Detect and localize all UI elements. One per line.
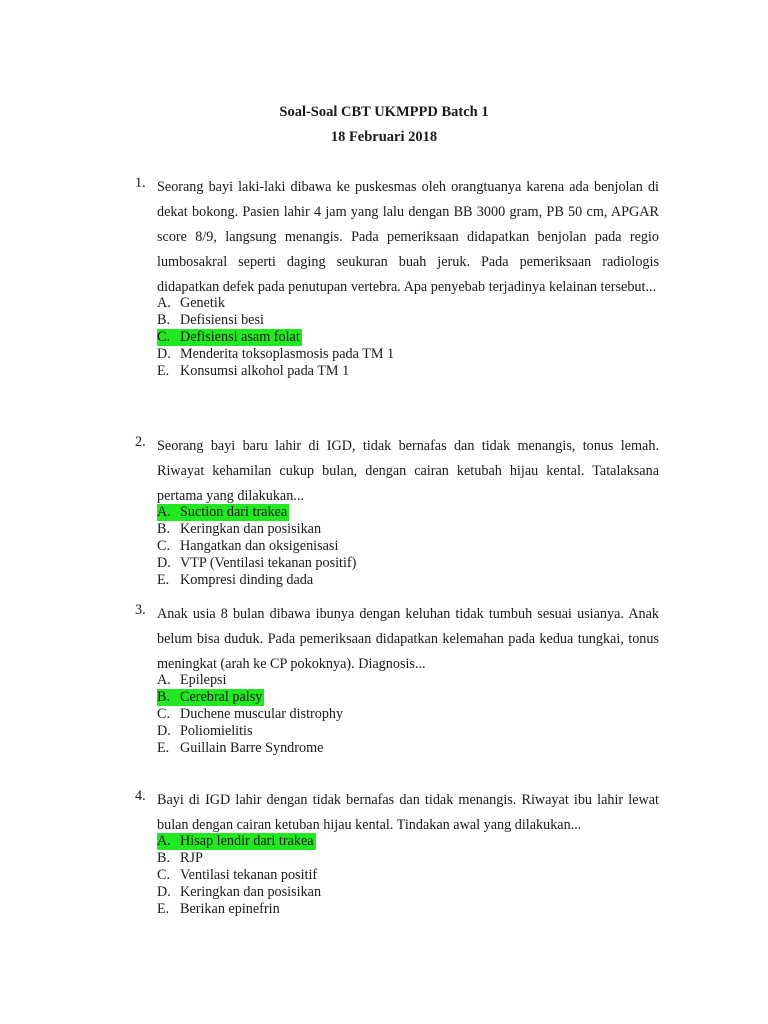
question-stem: Bayi di IGD lahir dengan tidak bernafas dan tidak menangis. Riwayat ibu lahir lewat bulan dengan cairan ketuban hijau kental. Tindakan awal yang dilakukan... <box>157 792 659 833</box>
option-letter: B. <box>157 312 171 328</box>
question-stem: Seorang bayi baru lahir di IGD, tidak bernafas dan tidak menangis, tonus lemah. Riwayat kehamilan cukup bulan, dengan cairan ketubah hijau kental. Tatalaksana pertama yang dilakukan... <box>157 438 659 504</box>
option-letter: C. <box>157 538 171 554</box>
option-text: Cerebral palsy <box>180 689 263 705</box>
answer-option[interactable] <box>157 521 659 538</box>
option-text: Suction dari trakea <box>180 504 288 520</box>
option-text: Menderita toksoplasmosis pada TM 1 <box>180 346 395 362</box>
option-text: Poliomielitis <box>180 723 253 739</box>
option-letter: D. <box>157 346 171 362</box>
option-text: Epilepsi <box>180 672 227 688</box>
option-list <box>157 833 659 918</box>
answer-option[interactable] <box>157 867 659 884</box>
option-letter: E. <box>157 363 170 379</box>
question-number: 3. <box>135 602 146 618</box>
option-letter: A. <box>157 672 171 688</box>
option-content <box>157 884 321 901</box>
document-title: Soal-Soal CBT UKMPPD Batch 1 <box>279 104 489 120</box>
answer-option[interactable] <box>157 723 659 740</box>
answer-option[interactable] <box>157 555 659 572</box>
option-letter: C. <box>157 867 171 883</box>
option-text: RJP <box>180 850 203 866</box>
question-number: 4. <box>135 788 146 804</box>
option-text: Hisap lendir dari trakea <box>180 833 314 849</box>
answer-option[interactable] <box>157 884 659 901</box>
option-content <box>157 850 203 867</box>
option-content <box>157 740 323 757</box>
highlighted-answer <box>157 329 302 346</box>
answer-option[interactable] <box>157 538 659 555</box>
question-1 <box>135 175 659 380</box>
highlighted-answer <box>157 833 316 850</box>
answer-option[interactable] <box>157 850 659 867</box>
option-letter: E. <box>157 901 170 917</box>
option-content <box>157 901 280 918</box>
option-list <box>157 295 659 380</box>
question-stem: Seorang bayi laki-laki dibawa ke puskesmas oleh orangtuanya karena ada benjolan di dekat bokong. Pasien lahir 4 jam yang lalu dengan BB 3000 gram, PB 50 cm, APGAR score 8/9, langsung menangis. Pada pemeriksaan didapatkan benjolan pada regio lumbosakral seperti daging seukuran buah jeruk. Pada pemeriksaan radiologis didapatkan defek pada penutupan vertebra. Apa penyebab terjadinya kelainan tersebut... <box>157 179 659 295</box>
answer-option[interactable] <box>157 572 659 589</box>
option-text: Guillain Barre Syndrome <box>180 740 324 756</box>
option-letter: B. <box>157 850 171 866</box>
option-letter: B. <box>157 689 171 705</box>
option-letter: D. <box>157 884 171 900</box>
option-content <box>157 346 394 363</box>
option-content <box>157 521 321 538</box>
option-letter: C. <box>157 706 171 722</box>
option-list <box>157 672 659 757</box>
option-text: Keringkan dan posisikan <box>180 884 322 900</box>
option-content <box>157 538 338 555</box>
option-letter: E. <box>157 572 170 588</box>
option-content <box>157 312 264 329</box>
highlighted-answer <box>157 689 264 706</box>
option-letter: D. <box>157 723 171 739</box>
option-list <box>157 504 659 589</box>
highlighted-answer <box>157 504 289 521</box>
option-content <box>157 572 313 589</box>
answer-option[interactable] <box>157 740 659 757</box>
option-content <box>157 867 317 884</box>
option-letter: A. <box>157 504 171 520</box>
option-content <box>157 706 343 723</box>
option-letter: A. <box>157 295 171 311</box>
option-content <box>157 672 227 689</box>
question-number: 2. <box>135 434 146 450</box>
option-text: VTP (Ventilasi tekanan positif) <box>180 555 357 571</box>
question-number: 1. <box>135 175 146 191</box>
option-content <box>157 723 253 740</box>
answer-option[interactable] <box>157 312 659 329</box>
option-letter: A. <box>157 833 171 849</box>
option-text: Duchene muscular distrophy <box>180 706 344 722</box>
option-text: Ventilasi tekanan positif <box>180 867 318 883</box>
question-4 <box>135 788 659 918</box>
document-date: 18 Februari 2018 <box>330 129 438 145</box>
option-text: Defisiensi besi <box>180 312 264 328</box>
option-letter: D. <box>157 555 171 571</box>
answer-option[interactable] <box>157 363 659 380</box>
answer-option[interactable] <box>157 706 659 723</box>
answer-option[interactable] <box>157 901 659 918</box>
option-text: Hangatkan dan oksigenisasi <box>180 538 339 554</box>
option-letter: C. <box>157 329 171 345</box>
answer-option[interactable] <box>157 504 659 521</box>
option-text: Defisiensi asam folat <box>180 329 300 345</box>
option-content <box>157 555 356 572</box>
option-content <box>157 295 225 312</box>
option-letter: B. <box>157 521 171 537</box>
option-content <box>157 363 349 380</box>
answer-option[interactable] <box>157 346 659 363</box>
option-text: Konsumsi alkohol pada TM 1 <box>180 363 350 379</box>
answer-option[interactable] <box>157 689 659 706</box>
option-text: Berikan epinefrin <box>180 901 280 917</box>
option-text: Kompresi dinding dada <box>180 572 314 588</box>
question-stem: Anak usia 8 bulan dibawa ibunya dengan keluhan tidak tumbuh sesuai usianya. Anak belum bisa duduk. Pada pemeriksaan didapatkan kelemahan pada kedua tungkai, tonus meningkat (arah ke CP pokoknya). Diagnosis... <box>157 606 659 672</box>
question-2 <box>135 434 659 589</box>
option-text: Genetik <box>180 295 225 311</box>
answer-option[interactable] <box>157 329 659 346</box>
question-3 <box>135 602 659 757</box>
option-text: Keringkan dan posisikan <box>180 521 322 537</box>
option-letter: E. <box>157 740 170 756</box>
